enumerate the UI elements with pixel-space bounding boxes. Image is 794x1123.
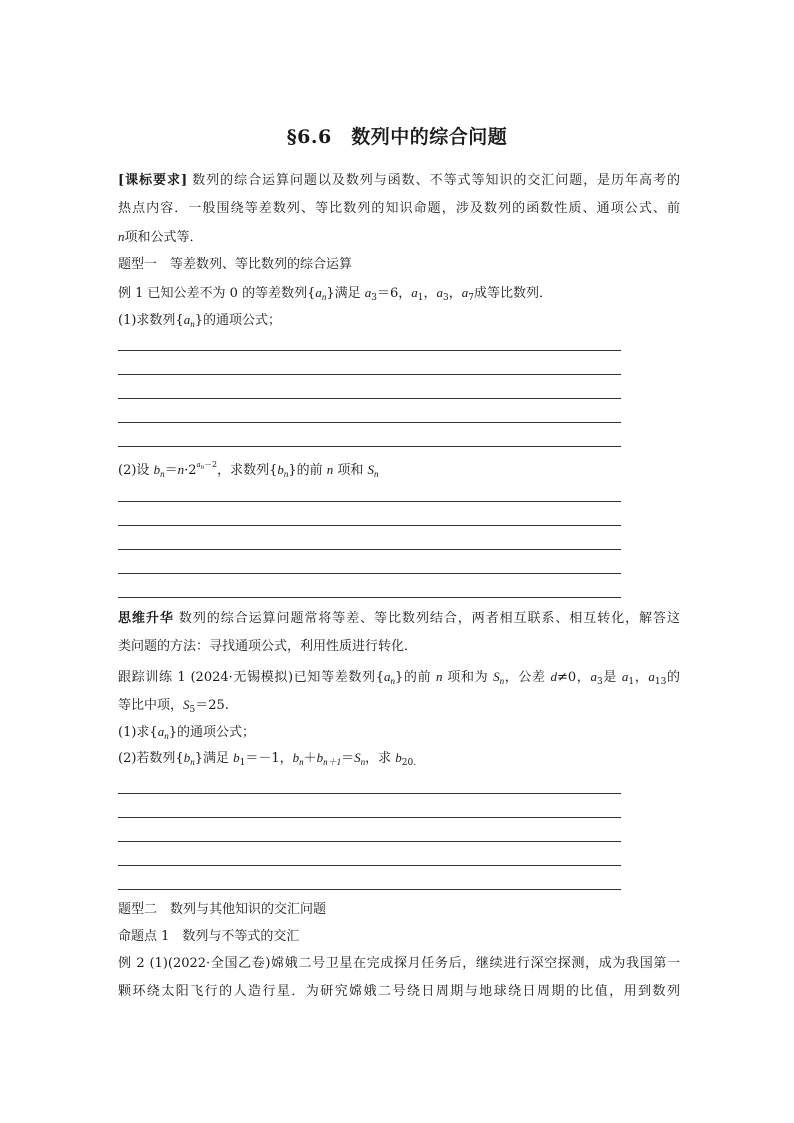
- pr1-line2a: 等比中项，: [118, 698, 184, 713]
- pr1-q2-text: (2)若数列{: [118, 751, 184, 766]
- pr1-q2-eq2: ＝: [341, 751, 355, 766]
- pr1-q2-eq: ＝－1，: [245, 751, 293, 766]
- pr1-q1-a: a: [157, 724, 165, 739]
- answer-line[interactable]: [118, 865, 621, 866]
- example1-q2: [118, 460, 680, 481]
- ex1-q2-sub-n2: n: [283, 469, 289, 479]
- pr1-q2-ask: ，求: [365, 751, 396, 766]
- pr1-sub-13: 13: [654, 677, 667, 687]
- answer-line[interactable]: [118, 350, 621, 351]
- answer-line[interactable]: [118, 597, 621, 598]
- ex1-q2-dot: ·2: [184, 463, 197, 478]
- answer-line[interactable]: [118, 889, 621, 890]
- ex1-q2-n2: n: [326, 462, 334, 477]
- pr1-q2-bn1: b: [316, 750, 324, 765]
- intro-line-3: [118, 227, 680, 248]
- pr1-prefix: 跟踪训练 1 (2024·无锡模拟)已知等差数列{: [118, 670, 384, 685]
- intro-n: n: [118, 229, 125, 244]
- practice1-q1: [118, 722, 680, 743]
- ex1-q2-tail2: 项和: [333, 463, 368, 478]
- intro-label: [课标要求]: [118, 173, 188, 188]
- pr1-q2-b20: b: [395, 750, 402, 765]
- page-title: §6.6 数列中的综合问题: [286, 126, 508, 148]
- answer-line[interactable]: [118, 817, 621, 818]
- pr1-a13: a: [648, 669, 655, 684]
- pr1-q1-sub-n: n: [164, 731, 169, 741]
- ex1-a7: a: [461, 285, 469, 300]
- ex1-q2-mid: ，求数列{: [217, 463, 278, 478]
- pr1-sub-5: 5: [189, 705, 196, 715]
- practice1-q2: [118, 748, 680, 769]
- ex1-comma-1: ，: [423, 286, 437, 301]
- example1-q1: [118, 310, 680, 331]
- ex1-q1-tail: }的通项公式；: [194, 313, 281, 328]
- pr1-S5: S: [183, 697, 190, 712]
- answer-line[interactable]: [118, 398, 621, 399]
- type1-heading: 题型一 等差数列、等比数列的综合运算: [118, 257, 353, 272]
- ex1-q2-n: n: [177, 462, 185, 477]
- ex1-comma-2: ，: [448, 286, 462, 301]
- pr1-tail: 的: [666, 670, 680, 685]
- ex1-mid: }满足: [326, 286, 365, 301]
- ex1-q2-sup-minus2: －2: [203, 460, 218, 469]
- type2-heading: 题型二 数列与其他知识的交汇问题: [118, 902, 327, 917]
- summary-text-1: 数列的综合运算问题常将等差、等比数列结合，两者相互联系、相互转化，解答这: [173, 611, 680, 626]
- pr1-sub-3: 3: [596, 677, 603, 687]
- ex1-q2-sup-n: n: [200, 463, 204, 471]
- pr1-q2-plus: ＋: [303, 751, 317, 766]
- pr1-q2-b: b: [183, 750, 191, 765]
- practice1-line-1: [118, 667, 680, 688]
- example2-line-1: 例 2 (1)(2022·全国乙卷)嫦娥二号卫星在完成探月任务后，继续进行深空探测，成为我国第一: [118, 956, 680, 971]
- ex1-q2-sub-n: n: [160, 469, 165, 479]
- ex1-q1-text: (1)求数列{: [118, 313, 184, 328]
- ex1-q1-sub-n: n: [190, 319, 195, 329]
- pr1-S5val: ＝25.: [195, 698, 229, 713]
- answer-line[interactable]: [118, 501, 621, 502]
- ex1-sub-1: 1: [417, 293, 424, 303]
- answer-line[interactable]: [118, 374, 621, 375]
- pr1-q2-sub-n1: n＋1: [323, 757, 342, 767]
- pr1-sub-n2: n: [499, 676, 505, 686]
- pr1-mid3: ，公差: [504, 670, 551, 685]
- pr1-S: S: [493, 669, 500, 684]
- answer-line[interactable]: [118, 841, 621, 842]
- ex1-sub-7: 7: [468, 293, 474, 303]
- pr1-q1-text: (1)求{: [118, 725, 158, 740]
- pr1-q2-bn: b: [292, 750, 300, 765]
- ex1-q1-a: a: [183, 312, 191, 327]
- summary-line-2: 类问题的方法：寻找通项公式，利用性质进行转化．: [118, 639, 418, 654]
- pr1-q2-a: }满足: [194, 751, 234, 766]
- ex1-q2-eq: ＝: [164, 463, 178, 478]
- answer-line[interactable]: [118, 525, 621, 526]
- ex1-a1: a: [411, 285, 418, 300]
- pr1-q2-sub-n: n: [190, 757, 195, 767]
- pr1-comma: ，: [634, 670, 649, 685]
- pr1-q2-sub-1: 1: [239, 758, 246, 768]
- pr1-neq: ≠0，: [556, 670, 591, 685]
- pr1-a3: a: [590, 669, 597, 684]
- intro-line-1: [118, 171, 680, 191]
- pr1-mid2: 项和为: [442, 670, 494, 685]
- ex1-q2-tail: }的前: [288, 463, 327, 478]
- summary-label: 思维升华: [118, 611, 174, 626]
- pr1-a1: a: [621, 669, 629, 684]
- example2-line-2: 颗环绕太阳飞行的人造行星．为研究嫦娥二号绕日周期与地球绕日周期的比值，用到数列: [118, 984, 680, 999]
- pr1-mid1: }的前: [394, 670, 437, 685]
- pr1-q1-tail: }的通项公式；: [168, 725, 255, 740]
- intro-text-3: 项和公式等．: [124, 230, 203, 245]
- ex1-q2-sub-n3: n: [374, 469, 379, 479]
- pr1-sub-1: 1: [628, 677, 635, 687]
- ex1-a: a: [315, 285, 322, 300]
- intro-text-1: 数列的综合运算问题以及数列与函数、不等式等知识的交汇问题，是历年高考的: [187, 173, 680, 188]
- answer-line[interactable]: [118, 446, 621, 447]
- ex1-tail: 成等比数列．: [474, 286, 553, 301]
- ex1-sub-n: n: [321, 292, 327, 302]
- pr1-q2-b1: b: [233, 750, 240, 765]
- ex1-q2-sup-a: a: [196, 460, 201, 469]
- ex1-sub-3b: 3: [443, 293, 449, 303]
- pr1-q2-S: S: [354, 750, 361, 765]
- example1-statement: [118, 283, 680, 304]
- answer-line[interactable]: [118, 573, 621, 574]
- pr1-q2-sub-n3: n: [360, 757, 366, 767]
- pr1-n: n: [436, 669, 443, 684]
- summary-line-1: [118, 609, 680, 629]
- ex1-q2-S: S: [367, 462, 375, 477]
- pr1-sub-n: n: [390, 676, 395, 686]
- ex1-q2-text: (2)设: [118, 463, 154, 478]
- ex1-eq6: ＝6，: [376, 286, 412, 301]
- ex1-q2-b: b: [153, 462, 161, 477]
- pr1-q2-sub-n2: n: [299, 757, 304, 767]
- ex1-q2-b2: b: [277, 462, 284, 477]
- pr1-q2-sub-20: 20.: [401, 758, 417, 768]
- practice1-line-2: [118, 695, 680, 716]
- answer-line[interactable]: [118, 422, 621, 423]
- answer-line[interactable]: [118, 549, 621, 550]
- intro-line-2: 热点内容．一般围绕等差数列、等比数列的知识命题，涉及数列的函数性质、通项公式、前: [118, 201, 680, 216]
- pr1-is: 是: [602, 670, 622, 685]
- ex1-sub-3: 3: [371, 293, 377, 303]
- point1-heading: 命题点 1 数列与不等式的交汇: [118, 929, 300, 944]
- ex1-a3: a: [364, 285, 372, 300]
- answer-line[interactable]: [118, 793, 621, 794]
- ex1-a3b: a: [436, 285, 444, 300]
- pr1-a: a: [383, 669, 391, 684]
- ex1-prefix: 例 1 已知公差不为 0 的等差数列{: [118, 286, 316, 301]
- pr1-d: d: [550, 669, 557, 684]
